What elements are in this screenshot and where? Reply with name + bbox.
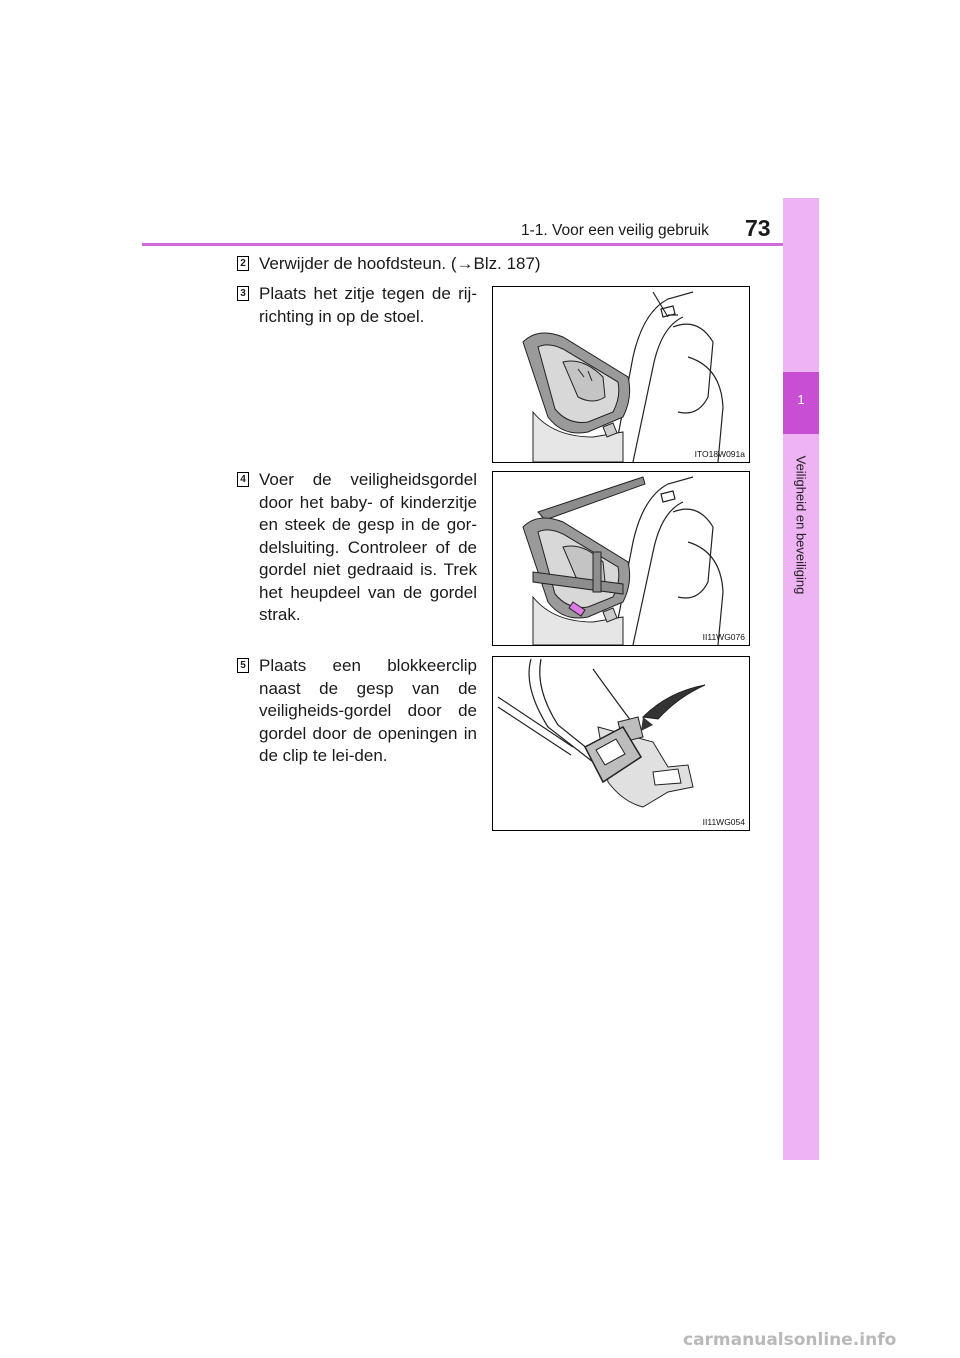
locking-clip-illustration: [493, 657, 749, 830]
figure-locking-clip: [492, 656, 750, 831]
belt-routing-illustration: [493, 472, 749, 645]
step-text-2: Verwijder de hoofdsteun. (→Blz. 187): [259, 254, 541, 273]
section-title: 1-1. Voor een veilig gebruik: [521, 222, 709, 239]
step-text-5: Plaats een blokkeerclip naast de gesp van de veiligheids-gordel door de gordel door de openingen in de clip te lei-den.: [259, 656, 477, 765]
step-badge-4: 4: [237, 472, 249, 487]
figure-code: II11WG054: [702, 817, 745, 827]
figure-belt-routing: [492, 471, 750, 646]
child-seat-illustration: [493, 287, 749, 462]
page-number: 73: [745, 215, 771, 241]
watermark: carmanualsonline.info: [683, 1330, 897, 1350]
chapter-number: 1: [797, 392, 805, 407]
step-badge-3: 3: [237, 286, 249, 301]
step-text-3: Plaats het zitje tegen de rij-richting in op de stoel.: [259, 284, 477, 326]
step-badge-2: 2: [237, 256, 249, 271]
header-rule: [142, 243, 819, 246]
chapter-side-tab: [783, 198, 819, 1160]
step-text-4: Voer de veiligheidsgordel door het baby- of kinderzitje en steek de gesp in de gor-delsluiting. Controleer of de gordel niet gedraaid is. Trek het heupdeel van de gordel strak.: [259, 470, 477, 624]
step-badge-5: 5: [237, 658, 249, 673]
figure-code: ITO18W091a: [694, 449, 745, 459]
figure-child-seat-rear-facing: [492, 286, 750, 463]
chapter-number-block: [783, 372, 819, 434]
chapter-title: Veiligheid en beveiliging: [793, 455, 809, 595]
curved-arrow-icon: [643, 685, 705, 719]
figure-code: II11WG076: [702, 632, 745, 642]
